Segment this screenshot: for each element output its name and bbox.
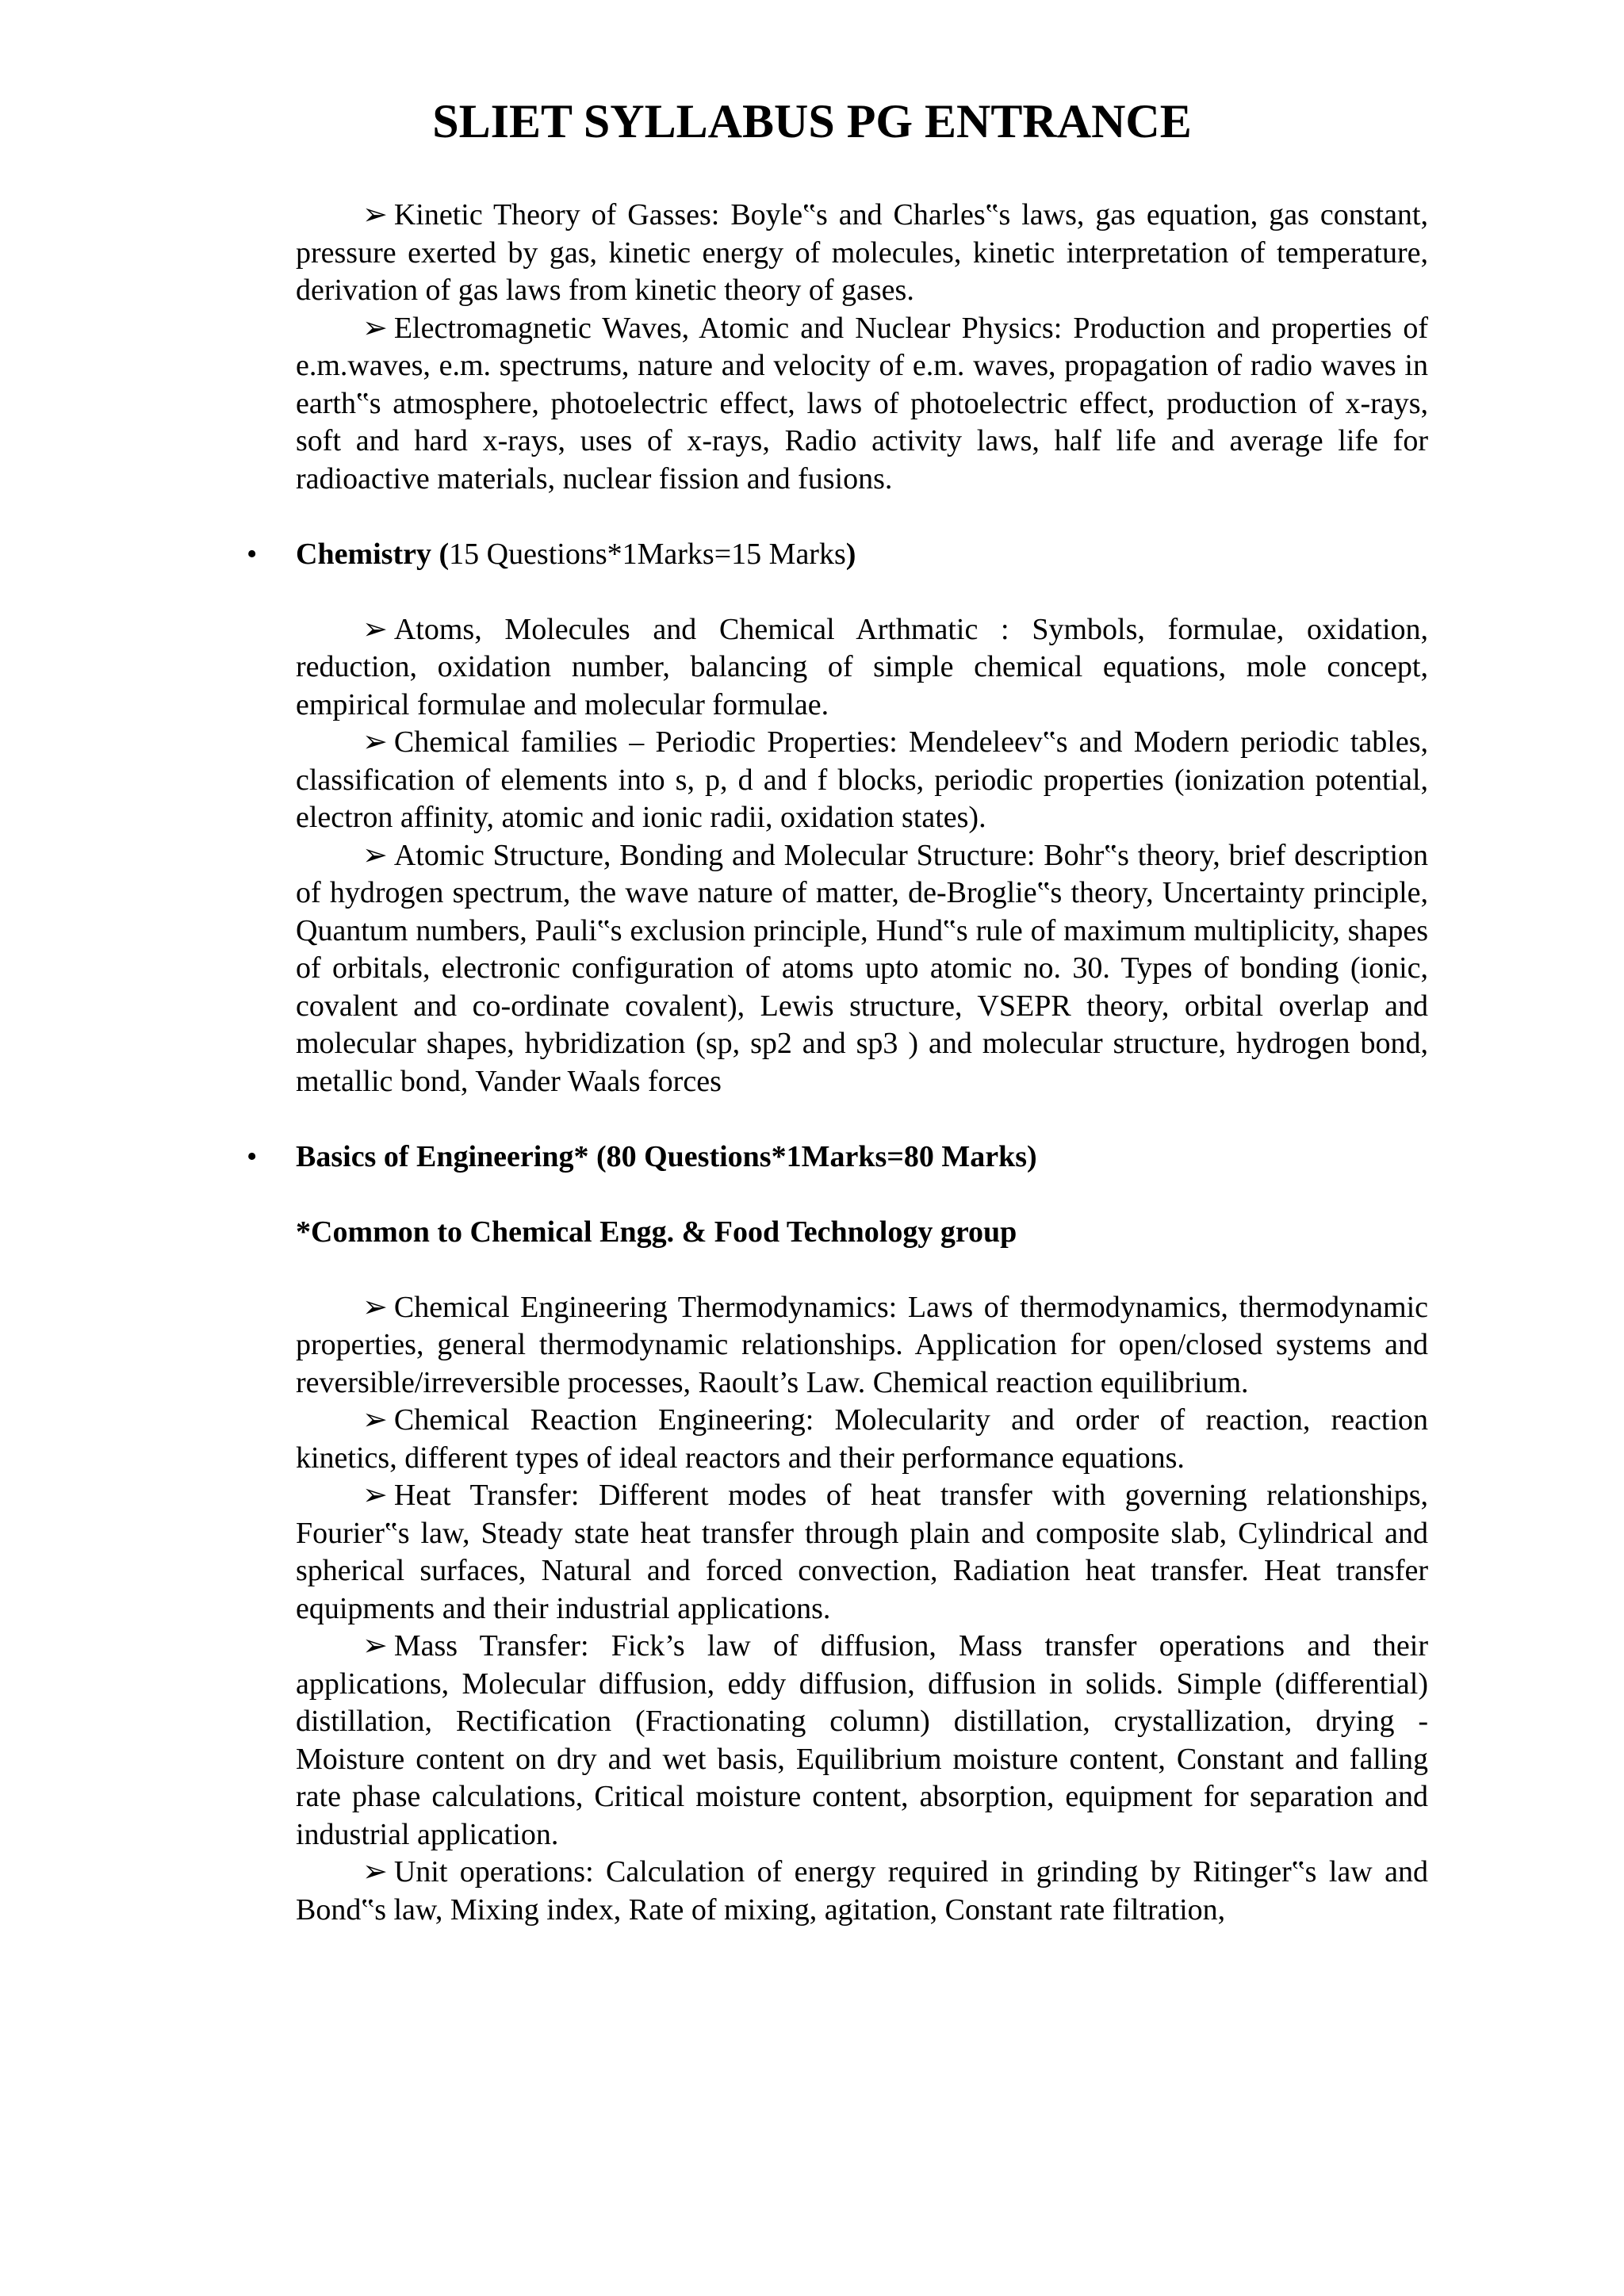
topic-text: Chemical Engineering Thermodynamics: Laws of thermodynamics, thermodynamic properties, general thermodynamic relationships. Application for open/closed systems and reversible/irreversible processes, Raoult’s Law. Chemical reaction equilibrium. [296,1290,1428,1399]
topic-text: Atomic Structure, Bonding and Molecular Structure: Bohr‟s theory, brief description of hydrogen spectrum, the wave nature of matter, de-Broglie‟s theory, Uncertainty principle, Quantum numbers, Pauli‟s exclusion principle, Hund‟s rule of maximum multiplicity, shapes of orbitals, electronic configuration of atoms upto atomic no. 30. Types of bonding (ionic, covalent and co-ordinate covalent), Lewis structure, VSEPR theory, orbital overlap and molecular shapes, hybridization (sp, sp2 and sp3 ) and molecular structure, hydrogen bond, metallic bond, Vander Waals forces [296,838,1428,1098]
section-subheading [296,1214,1428,1252]
arrow-bullet-icon: ➢ [362,198,388,232]
list-item [296,1854,1428,1929]
subheading-text: *Common to Chemical Engg. & Food Technology group [296,1215,1017,1249]
chemistry-topics [296,611,1428,1101]
paren-open: ( [439,537,450,571]
section-marks: 15 Questions*1Marks=15 Marks [449,537,846,571]
list-item [296,724,1428,837]
list-item [296,310,1428,499]
arrow-bullet-icon: ➢ [362,1629,388,1663]
topic-text: Chemical Reaction Engineering: Molecularity and order of reaction, reaction kinetics, different types of ideal reactors and their performance equations. [296,1403,1428,1475]
topic-text: Electromagnetic Waves, Atomic and Nuclear Physics: Production and properties of e.m.waves, e.m. spectrums, nature and velocity of e.m. waves, propagation of radio waves in earth‟s atmosphere, photoelectric effect, laws of photoelectric effect, production of x-rays, soft and hard x-rays, uses of x-rays, Radio activity laws, half life and average life for radioactive materials, nuclear fission and fusions. [296,311,1428,496]
page-title: SLIET SYLLABUS PG ENTRANCE [432,95,1192,147]
topic-text: Chemical families – Periodic Properties: Mendeleev‟s and Modern periodic tables, classification of elements into s, p, d and f blocks, periodic properties (ionization potential, electron affinity, atomic and ionic radii, oxidation states). [296,725,1428,834]
bullet-icon: • [247,537,258,571]
list-item [296,1477,1428,1628]
engineering-topics [296,1289,1428,1930]
section-title: Basics of Engineering* (80 Questions*1Marks=80 Marks) [296,1139,1037,1173]
paren-close: ) [845,537,856,571]
spacer [296,1251,1428,1289]
spacer [296,498,1428,536]
physics-topics [296,197,1428,498]
arrow-bullet-icon: ➢ [362,1290,388,1324]
arrow-bullet-icon: ➢ [362,1479,388,1512]
list-item [296,197,1428,310]
list-item [296,1628,1428,1854]
section-title: Chemistry [296,537,431,571]
document-body [247,197,1428,1929]
topic-text: Atoms, Molecules and Chemical Arthmatic : Symbols, formulae, oxidation, reduction, oxidation number, balancing of simple chemical equations, mole concept, empirical formulae and molecular formulae. [296,612,1428,721]
arrow-bullet-icon: ➢ [362,1403,388,1437]
section-heading-chemistry [247,536,1428,574]
bullet-icon: • [247,1139,258,1173]
list-item [296,1402,1428,1477]
spacer [296,573,1428,611]
list-item [296,611,1428,725]
arrow-bullet-icon: ➢ [362,725,388,759]
list-item [296,1289,1428,1402]
arrow-bullet-icon: ➢ [362,838,388,872]
topic-text: Kinetic Theory of Gasses: Boyle‟s and Charles‟s laws, gas equation, gas constant, pressure exerted by gas, kinetic energy of molecules, kinetic interpretation of temperature, derivation of gas laws from kinetic theory of gases. [296,198,1428,307]
arrow-bullet-icon: ➢ [362,1855,388,1888]
topic-text: Mass Transfer: Fick’s law of diffusion, Mass transfer operations and their applications, Molecular diffusion, eddy diffusion, diffusion in solids. Simple (differential) distillation, Rectification (Fractionating column) distillation, crystallization, drying - Moisture content on dry and wet basis, Equilibrium moisture content, Constant and falling rate phase calculations, Critical moisture content, absorption, equipment for separation and industrial application. [296,1629,1428,1851]
spacer [296,1176,1428,1214]
arrow-bullet-icon: ➢ [362,311,388,345]
arrow-bullet-icon: ➢ [362,612,388,646]
topic-text: Heat Transfer: Different modes of heat transfer with governing relationships, Fourier‟s law, Steady state heat transfer through plain and composite slab, Cylindrical and spherical surfaces, Natural and forced convection, Radiation heat transfer. Heat transfer equipments and their industrial applications. [296,1479,1428,1625]
list-item [296,837,1428,1101]
section-heading-engineering [247,1138,1428,1177]
spacer [296,1100,1428,1138]
topic-text: Unit operations: Calculation of energy required in grinding by Ritinger‟s law and Bond‟s law, Mixing index, Rate of mixing, agitation, Constant rate filtration, [296,1855,1428,1927]
